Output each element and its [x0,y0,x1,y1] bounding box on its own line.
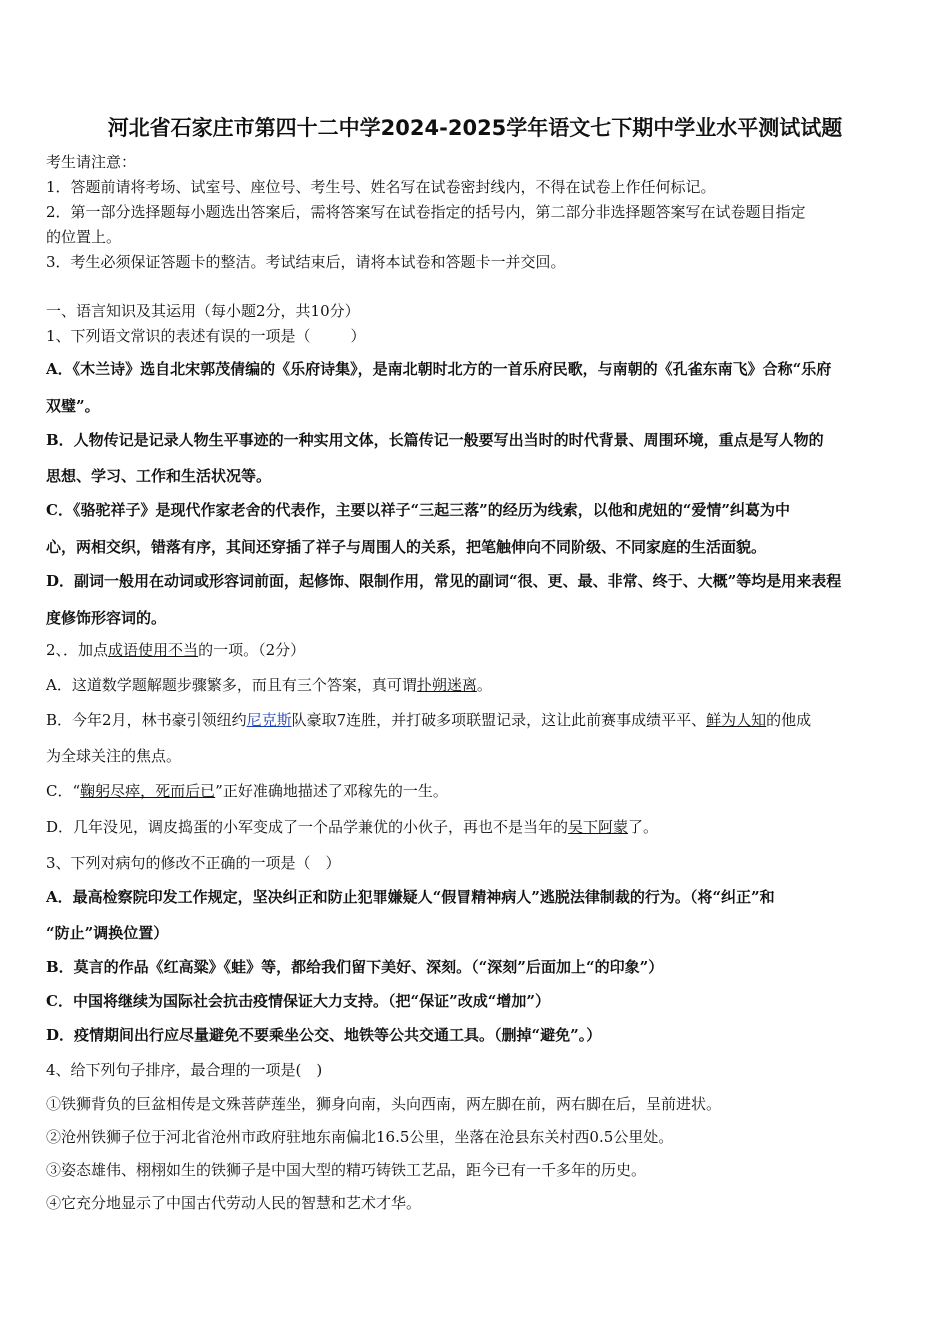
question-1-option-b-cont: 思想、学习、工作和生活状况等。 [46,467,272,485]
question-3-option-a-cont: “防止”调换位置） [46,924,169,942]
question-2-option-a: A．这道数学题解题步骤繁多，而且有三个答案，真可谓扑朔迷离。 [46,676,492,694]
nicks-link[interactable]: 尼克斯 [246,711,292,729]
question-3-option-d: D．疫情期间出行应尽量避免不要乘坐公交、地铁等公共交通工具。（删掉“避免”。） [46,1026,602,1044]
question-1-option-a: A．《木兰诗》选自北宋郭茂倩编的《乐府诗集》，是南北朝时北方的一首乐府民歌，与南朝的《孔雀东南飞》合称“乐府 [46,360,832,378]
question-2-option-b: B．今年2月，林书豪引领纽约尼克斯队豪取7连胜，并打破多项联盟记录，这让此前赛事成绩平平、鲜为人知的他成 [46,711,812,729]
question-3-option-a: A．最高检察院印发工作规定，坚决纠正和防止犯罪嫌疑人“假冒精神病人”逃脱法律制裁的行为。（将“纠正”和 [46,888,775,906]
question-4-stem: 4、给下列句子排序，最合理的一项是( ) [46,1061,323,1079]
question-1-stem: 1、下列语文常识的表述有误的一项是（ ） [46,327,366,345]
question-2-option-b-cont: 为全球关注的焦点。 [46,747,182,765]
question-4-sentence-4: ④它充分地显示了中国古代劳动人民的智慧和艺术才华。 [46,1194,422,1212]
notice-item-2-cont: 的位置上。 [46,228,122,246]
question-1-option-a-cont: 双璧”。 [46,397,100,415]
question-1-option-d-cont: 度修饰形容词的。 [46,609,167,627]
notice-item-3: 3．考生必须保证答题卡的整洁。考试结束后，请将本试卷和答题卡一并交回。 [46,253,566,271]
question-4-sentence-2: ②沧州铁狮子位于河北省沧州市政府驻地东南偏北16.5公里，坐落在沧县东关村西0.5公里处。 [46,1128,674,1146]
question-2-option-c: C．“鞠躬尽瘁，死而后已”正好准确地描述了邓稼先的一生。 [46,782,448,800]
question-2-stem: 2、．加点成语使用不当的一项。（2分） [46,641,306,659]
question-1-option-c: C．《骆驼祥子》是现代作家老舍的代表作，主要以祥子“三起三落”的经历为线索，以他和虎妞的“爱情”纠葛为中 [46,501,790,519]
notice-item-2: 2．第一部分选择题每小题选出答案后，需将答案写在试卷指定的括号内，第二部分非选择题答案写在试卷题目指定 [46,203,806,221]
question-2-option-d: D．几年没见，调皮捣蛋的小军变成了一个品学兼优的小伙子，再也不是当年的吴下阿蒙了。 [46,818,659,836]
question-3-option-b: B．莫言的作品《红高粱》《蛙》等，都给我们留下美好、深刻。（“深刻”后面加上“的印象”） [46,958,664,976]
question-1-option-c-cont: 心，两相交织，错落有序，其间还穿插了祥子与周围人的关系，把笔触伸向不同阶级、不同家庭的生活面貌。 [46,538,767,556]
section-heading: 一、语言知识及其运用（每小题2分，共10分） [46,302,360,320]
notice-item-1: 1．答题前请将考场、试室号、座位号、考生号、姓名写在试卷密封线内，不得在试卷上作任何标记。 [46,178,716,196]
page-title: 河北省石家庄市第四十二中学2024-2025学年语文七下期中学业水平测试试题 [107,116,843,140]
question-3-option-c: C．中国将继续为国际社会抗击疫情保证大力支持。（把“保证”改成“增加”） [46,992,550,1010]
question-3-stem: 3、下列对病句的修改不正确的一项是（ ） [46,854,341,872]
question-4-sentence-1: ①铁狮背负的巨盆相传是文殊菩萨莲坐，狮身向南，头向西南，两左脚在前，两右脚在后，呈前进状。 [46,1095,722,1113]
question-1-option-b: B．人物传记是记录人物生平事迹的一种实用文体，长篇传记一般要写出当时的时代背景、周围环境，重点是写人物的 [46,431,824,449]
notice-heading: 考生请注意： [46,153,137,171]
question-1-option-d: D．副词一般用在动词或形容词前面，起修饰、限制作用，常见的副词“很、更、最、非常、终于、大概”等均是用来表程 [46,572,842,590]
question-4-sentence-3: ③姿态雄伟、栩栩如生的铁狮子是中国大型的精巧铸铁工艺品，距今已有一千多年的历史。 [46,1161,647,1179]
